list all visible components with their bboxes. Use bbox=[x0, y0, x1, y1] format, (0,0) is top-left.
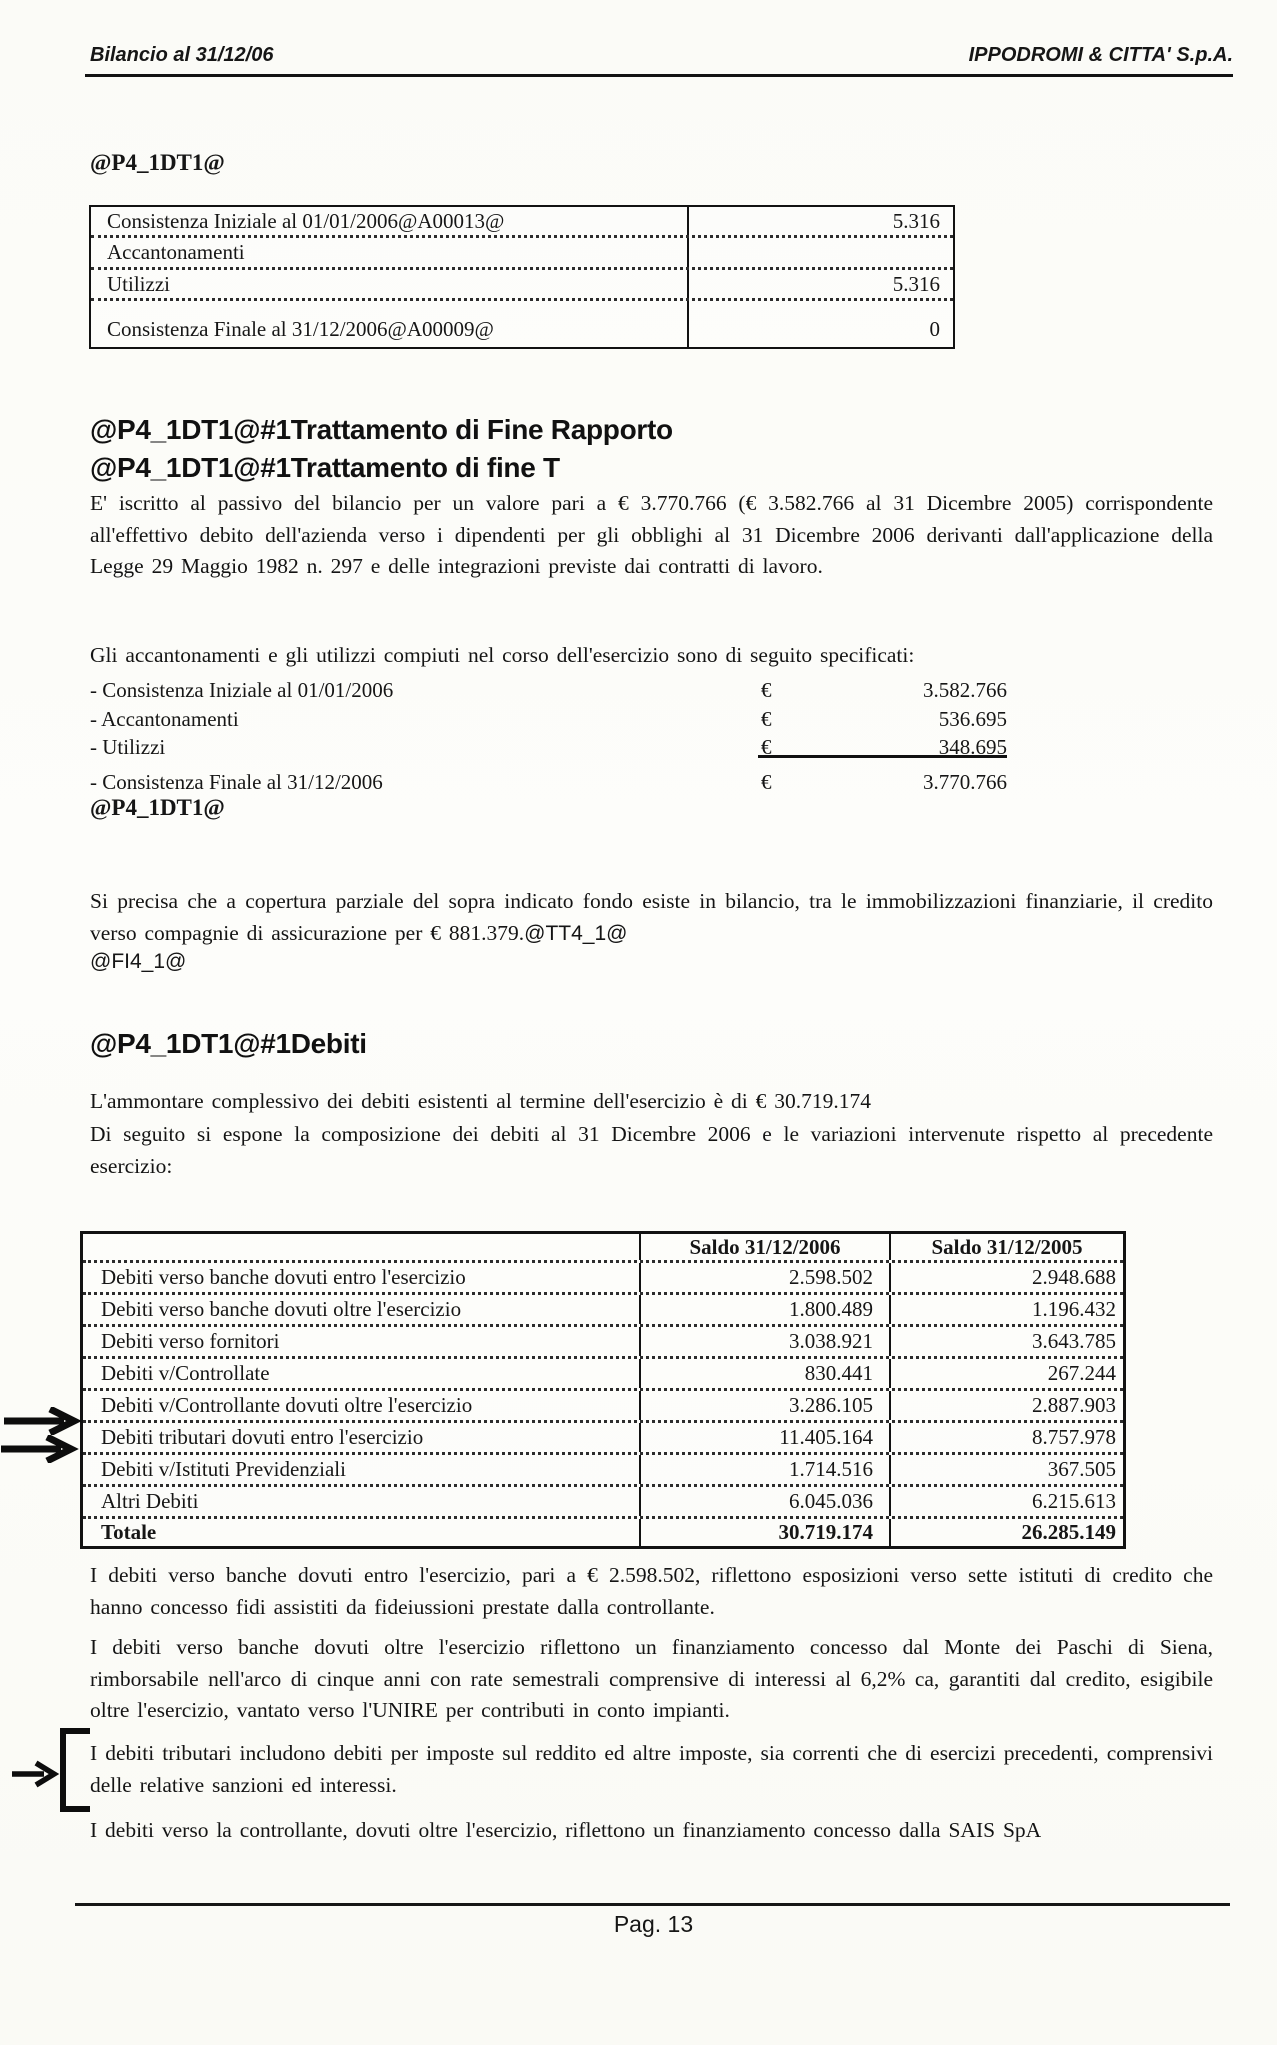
table-row bbox=[83, 1356, 1123, 1388]
movement-value: 536.695 bbox=[938, 707, 1007, 731]
debiti-paragraph-6: I debiti verso la controllante, dovuti oltre l'esercizio, riflettono un finanziamento concesso dalla SAIS SpA bbox=[90, 1818, 1042, 1842]
header-empty-cell bbox=[83, 1234, 639, 1260]
row-value bbox=[687, 238, 953, 267]
tfr-paragraph-2: Gli accantonamenti e gli utilizzi compiuti nel corso dell'esercizio sono di seguito specificati: bbox=[90, 643, 915, 667]
euro-symbol: € bbox=[761, 735, 772, 759]
table-row bbox=[91, 267, 953, 298]
total-value-2005: 26.285.149 bbox=[889, 1519, 1123, 1546]
table-total-row bbox=[83, 1516, 1123, 1546]
fi4-tag: @FI4_1@ bbox=[90, 950, 187, 973]
row-value-2005: 8.757.978 bbox=[889, 1423, 1123, 1452]
section-heading-debiti: @P4_1DT1@#1Debiti bbox=[90, 1028, 367, 1059]
row-label: Debiti verso banche dovuti entro l'esercizio bbox=[101, 1265, 466, 1289]
table-row bbox=[91, 207, 953, 235]
row-value-2006: 3.038.921 bbox=[639, 1327, 889, 1356]
tfr-table-tag: @P4_1DT1@ bbox=[90, 150, 225, 175]
row-label: Debiti verso banche dovuti oltre l'esercizio bbox=[101, 1297, 462, 1321]
row-label: Consistenza Iniziale al 01/01/2006@A00013@ bbox=[107, 208, 505, 233]
row-value: 5.316 bbox=[687, 207, 953, 235]
table-row bbox=[83, 1324, 1123, 1356]
table-row bbox=[83, 1292, 1123, 1324]
row-label: Utilizzi bbox=[107, 271, 170, 296]
bracket-icon bbox=[60, 1728, 90, 1812]
row-value-2005: 6.215.613 bbox=[889, 1487, 1123, 1516]
euro-symbol: € bbox=[761, 678, 772, 702]
table-row bbox=[83, 1260, 1123, 1292]
row-label: Consistenza Finale al 31/12/2006@A00009@ bbox=[107, 316, 494, 341]
row-value-2005: 2.887.903 bbox=[889, 1391, 1123, 1420]
total-label: Totale bbox=[101, 1520, 157, 1544]
row-value-2005: 3.643.785 bbox=[889, 1327, 1123, 1356]
row-label: Debiti v/Controllate bbox=[101, 1361, 270, 1385]
tfr-paragraph-3-text: Si precisa che a copertura parziale del sopra indicato fondo esiste in bilancio, tra le immobilizzazioni finanziarie, il credito verso compagnie di assicurazione per € 881.379. bbox=[90, 889, 1213, 945]
debiti-paragraph-1: L'ammontare complessivo dei debiti esistenti al termine dell'esercizio è di € 30.719.174 bbox=[90, 1089, 871, 1113]
row-value: 0 bbox=[687, 301, 953, 347]
row-value-2005: 2.948.688 bbox=[889, 1263, 1123, 1292]
header-left-title: Bilancio al 31/12/06 bbox=[90, 44, 274, 66]
tfr-paragraph-1: E' iscritto al passivo del bilancio per un valore pari a € 3.770.766 (€ 3.582.766 al 31 Dicembre 2005) corrispondente all'effettivo debito dell'azienda verso i dipendenti per gli obblighi al 31 Dicembre 2006 derivanti dall'applicazione della Legge 29 Maggio 1982 n. 297 e delle integrazioni previste dai contratti di lavoro. bbox=[90, 491, 1213, 578]
right-arrow-icon bbox=[4, 1407, 82, 1435]
footer-rule bbox=[75, 1903, 1230, 1906]
row-value: 5.316 bbox=[687, 270, 953, 298]
row-value-2006: 6.045.036 bbox=[639, 1487, 889, 1516]
movement-label: - Consistenza Iniziale al 01/01/2006 bbox=[90, 678, 394, 702]
list-item bbox=[90, 678, 1007, 704]
tfr-summary-table bbox=[89, 205, 955, 349]
footer-page-number: Pag. 13 bbox=[613, 1911, 694, 1937]
row-value-2006: 11.405.164 bbox=[639, 1423, 889, 1452]
row-value-2006: 1.714.516 bbox=[639, 1455, 889, 1484]
tfr-movements-list bbox=[90, 670, 1007, 810]
tt4-tag: @TT4_1@ bbox=[524, 921, 628, 945]
euro-symbol: € bbox=[761, 707, 772, 731]
row-label: Debiti v/Istituti Previdenziali bbox=[101, 1457, 346, 1481]
list-item bbox=[90, 707, 1007, 733]
list-item bbox=[90, 770, 1007, 796]
movement-label: - Utilizzi bbox=[90, 735, 166, 759]
row-label: Debiti verso fornitori bbox=[101, 1329, 280, 1353]
row-value-2005: 267.244 bbox=[889, 1359, 1123, 1388]
debiti-paragraph-5: I debiti tributari includono debiti per imposte sul reddito ed altre imposte, sia correnti che di esercizi precedenti, comprensivi delle relative sanzioni ed interessi. bbox=[90, 1741, 1213, 1797]
table-row bbox=[91, 298, 953, 347]
euro-symbol: € bbox=[761, 770, 772, 794]
row-value-2006: 2.598.502 bbox=[639, 1263, 889, 1292]
tfr-paragraph-3 bbox=[90, 886, 1213, 949]
row-value-2006: 3.286.105 bbox=[639, 1391, 889, 1420]
table-row-debiti-tributari bbox=[83, 1420, 1123, 1452]
debiti-paragraph-4: I debiti verso banche dovuti oltre l'esercizio riflettono un finanziamento concesso dal Monte dei Paschi di Siena, rimborsabile nell'arco di cinque anni con rate semestrali comprensive di interessi al 6,2% ca, garantiti dal credito, esigibile oltre l'esercizio, vantato verso l'UNIRE per contributi in conto impianti. bbox=[90, 1635, 1213, 1722]
table-header-row bbox=[83, 1234, 1123, 1260]
right-arrow-icon bbox=[12, 1758, 62, 1790]
section-heading-tfr-line1: @P4_1DT1@#1Trattamento di Fine Rapporto bbox=[90, 414, 673, 445]
movement-label: - Consistenza Finale al 31/12/2006 bbox=[90, 770, 383, 794]
row-label: Altri Debiti bbox=[101, 1489, 199, 1513]
table-row bbox=[83, 1484, 1123, 1516]
row-value-2006: 830.441 bbox=[639, 1359, 889, 1388]
header-right-title: IPPODROMI & CITTA' S.p.A. bbox=[968, 44, 1233, 66]
row-value-2006: 1.800.489 bbox=[639, 1295, 889, 1324]
debiti-table bbox=[80, 1231, 1126, 1549]
movement-value: 3.582.766 bbox=[923, 678, 1007, 702]
row-value-2005: 1.196.432 bbox=[889, 1295, 1123, 1324]
movement-value: 3.770.766 bbox=[923, 770, 1007, 794]
tfr-closing-tag: @P4_1DT1@ bbox=[90, 795, 225, 820]
movement-label: - Accantonamenti bbox=[90, 707, 239, 731]
header-saldo-2005: Saldo 31/12/2005 bbox=[889, 1234, 1123, 1260]
row-value-2005: 367.505 bbox=[889, 1455, 1123, 1484]
row-label: Debiti v/Controllante dovuti oltre l'esercizio bbox=[101, 1393, 473, 1417]
row-label: Debiti tributari dovuti entro l'esercizio bbox=[101, 1425, 424, 1449]
table-row-istituti-previdenziali bbox=[83, 1452, 1123, 1484]
table-row bbox=[91, 235, 953, 267]
section-heading-tfr-line2: @P4_1DT1@#1Trattamento di fine T bbox=[90, 452, 560, 483]
row-label: Accantonamenti bbox=[107, 240, 245, 264]
debiti-paragraph-3: I debiti verso banche dovuti entro l'esercizio, pari a € 2.598.502, riflettono esposizioni verso sette istituti di credito che hanno concesso fidi assistiti da fideiussioni prestate dalla controllante. bbox=[90, 1563, 1213, 1619]
debiti-paragraph-2: Di seguito si espone la composizione dei debiti al 31 Dicembre 2006 e le variazioni intervenute rispetto al precedente esercizio: bbox=[90, 1122, 1213, 1178]
header-rule bbox=[85, 74, 1233, 77]
total-value-2006: 30.719.174 bbox=[639, 1519, 889, 1546]
header-saldo-2006: Saldo 31/12/2006 bbox=[639, 1234, 889, 1260]
sum-rule bbox=[758, 755, 1007, 758]
movement-value: 348.695 bbox=[938, 735, 1007, 759]
table-row bbox=[83, 1388, 1123, 1420]
right-arrow-icon bbox=[1, 1435, 79, 1463]
